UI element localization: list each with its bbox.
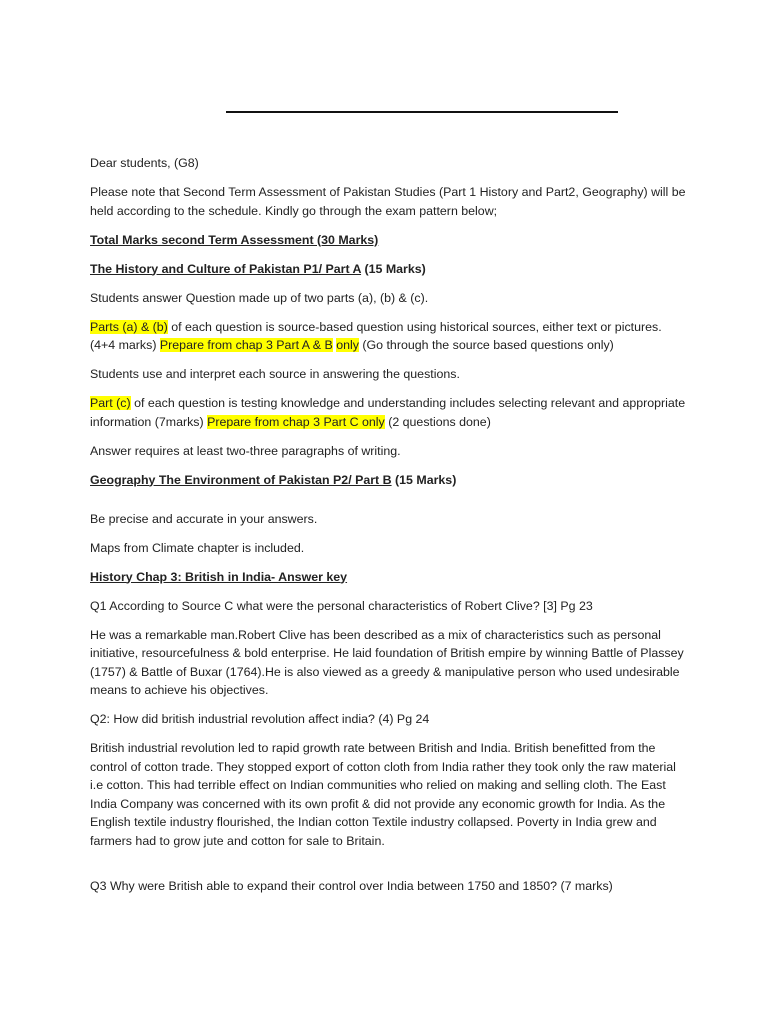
intro-paragraph: Please note that Second Term Assessment of Pakistan Studies (Part 1 History and Part2, Geography) will be held according to the schedule. Kindly go through the exam pattern below; bbox=[90, 185, 686, 218]
highlight-parts-ab: Parts (a) & (b) bbox=[90, 319, 168, 334]
highlight-prepare-c: Prepare from chap 3 Part C only bbox=[207, 414, 385, 429]
question-2: Q2: How did british industrial revolution affect india? (4) Pg 24 bbox=[90, 712, 430, 726]
history-heading bbox=[90, 260, 690, 279]
highlight-only: only bbox=[336, 338, 359, 352]
total-marks-heading: Total Marks second Term Assessment (30 Marks) bbox=[90, 232, 379, 247]
document-body bbox=[90, 154, 690, 906]
question-1: Q1 According to Source C what were the personal characteristics of Robert Clive? [3] Pg 23 bbox=[90, 598, 593, 613]
answer-2: British industrial revolution led to rapid growth rate between British and India. British benefitted from the control of cotton trade. They stopped export of cotton cloth from India rather they took only the raw material i.e cotton. This had terrible effect on Indian communities who relied on making and selling cloth. The East India Company was concerned with its own profit & did not provide any economic growth for India. As the English textile industry flourished, the Indian cotton Textile industry collapsed. Poverty in India grew and farmers had to grow jute and cotton for sale to Britain. bbox=[90, 741, 676, 848]
maps-note: Maps from Climate chapter is included. bbox=[90, 540, 305, 555]
part-c-text-1: of each question is testing knowledge and understanding includes selecting relevant and appropriate information (7marks) bbox=[90, 396, 686, 429]
parts-ab-text-3: (Go through the source based questions only) bbox=[358, 338, 614, 352]
parts-ab-text-1: of each question is source-based question using historical sources, either text or pictures. (4+4 marks) bbox=[90, 319, 662, 352]
highlight-prepare-ab: Prepare from chap 3 Part A & B bbox=[159, 338, 333, 352]
interpret-paragraph: Students use and interpret each source in answering the questions. bbox=[90, 367, 460, 381]
precise-note: Be precise and accurate in your answers. bbox=[90, 511, 318, 526]
header-rule bbox=[226, 111, 618, 113]
history-heading-title: The History and Culture of Pakistan P1/ Part A bbox=[90, 261, 362, 276]
part-c-paragraph bbox=[90, 394, 690, 431]
part-c-text-2: (2 questions done) bbox=[384, 414, 491, 429]
answer-key-heading: History Chap 3: British in India- Answer key bbox=[90, 569, 348, 584]
geography-heading-marks: (15 Marks) bbox=[391, 472, 457, 487]
geography-heading bbox=[90, 471, 690, 490]
parts-ab-paragraph bbox=[90, 318, 690, 355]
highlight-part-c: Part (c) bbox=[90, 396, 131, 410]
spacer bbox=[90, 861, 690, 877]
question-3: Q3 Why were British able to expand their control over India between 1750 and 1850? (7 marks) bbox=[90, 878, 613, 893]
greeting: Dear students, (G8) bbox=[90, 156, 199, 170]
spacer bbox=[90, 500, 690, 510]
history-heading-marks: (15 Marks) bbox=[361, 261, 426, 276]
answer-requirement: Answer requires at least two-three paragraphs of writing. bbox=[90, 443, 401, 458]
answer-1: He was a remarkable man.Robert Clive has been described as a mix of characteristics such as personal initiative, resourcefulness & bold enterprise. He laid foundation of British empire by winning Battle of Plassey (1757) & Battle of Buxar (1764).He is also viewed as a greedy & manipulative person who used undesirable means to achieve his objectives. bbox=[90, 627, 684, 697]
parts-intro: Students answer Question made up of two parts (a), (b) & (c). bbox=[90, 290, 429, 305]
geography-heading-title: Geography The Environment of Pakistan P2/ Part B bbox=[90, 472, 392, 487]
